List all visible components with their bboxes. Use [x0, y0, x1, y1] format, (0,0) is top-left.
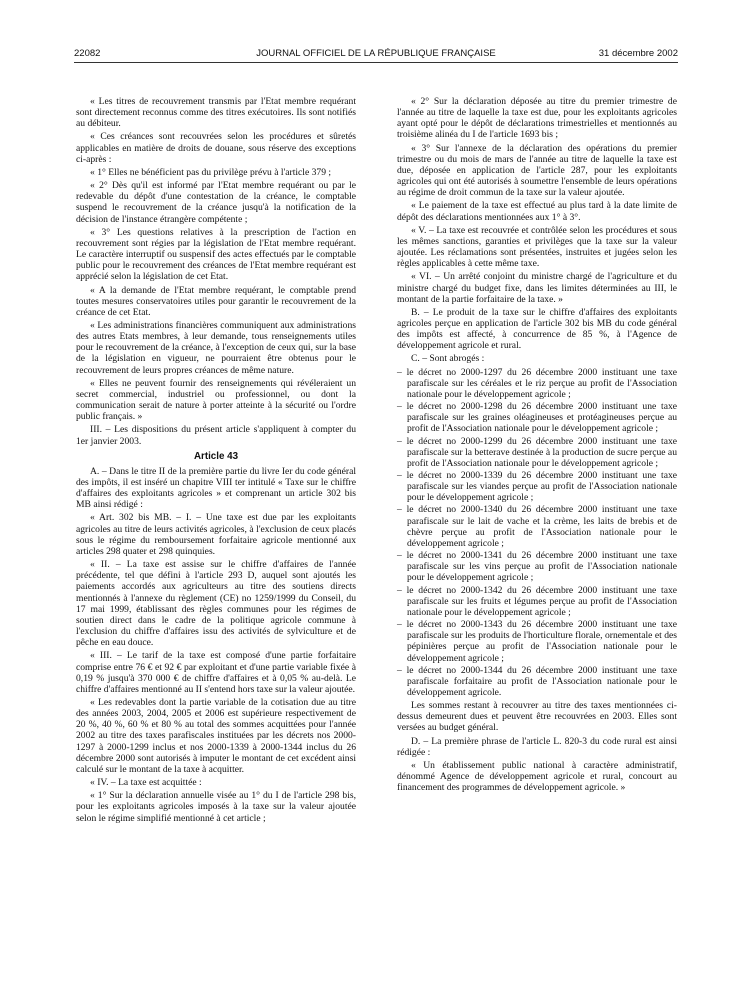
paragraph: « 3° Sur l'annexe de la déclaration des opérations du premier trimestre ou du mois de mars de l'année au titre de laquelle la taxe est due, déposée en application de l'article 287, pour les exploitants agricoles qui ont été autorisés à soumettre l'ensemble de leurs opérations au régime de droit commun de la taxe sur la valeur ajoutée.: [397, 142, 677, 199]
paragraph: « Un établissement public national à caractère administratif, dénommé Agence de développement agricole et rural, concourt au financement des programmes de développement agricole. »: [397, 759, 677, 794]
paragraph: A. – Dans le titre II de la première partie du livre Ier du code général des impôts, il est inséré un chapitre VIII ter intitulé « Taxe sur le chiffre d'affaires des exploitants agricoles » et comprenant un article 302 bis MB ainsi rédigé :: [76, 465, 356, 511]
paragraph: « II. – La taxe est assise sur le chiffre d'affaires de l'année précédente, tel que défini à l'article 293 D, auquel sont ajoutés les paiements accordés aux agriculteurs au titre des soutiens directs mentionnés à l'annexe du règlement (CE) no 1259/1999 du Conseil, du 17 mai 1999, établissant des règles communes pour les régimes de soutien direct dans le cadre de la politique agricole commune à l'exclusion du chiffre d'affaires issu des activités de sylviculture et de pêche en eau douce.: [76, 559, 356, 649]
paragraph: « Les titres de recouvrement transmis par l'Etat membre requérant sont directement reconnus comme des titres exécutoires. Ils sont notifiés au débiteur.: [76, 96, 356, 130]
abrogated-decrees-list: [397, 367, 677, 699]
list-item: – le décret no 2000-1298 du 26 décembre 2000 instituant une taxe parafiscale sur les graines oléagineuses et protéagineuses perçue au profit de l'Association nationale pour le développement agricole ;: [397, 401, 677, 434]
paragraph: B. – Le produit de la taxe sur le chiffre d'affaires des exploitants agricoles perçue en application de l'article 302 bis MB du code général des impôts est affecté, à concurrence de 85 %, à l'Agence de développement agricole et rural.: [397, 306, 677, 352]
paragraph: « V. – La taxe est recouvrée et contrôlée selon les procédures et sous les mêmes sanctions, garanties et privilèges que la taxe sur la valeur ajoutée. Les réclamations sont présentées, instruites et jugées selon les règles applicables à cette même taxe.: [397, 224, 677, 270]
page-header: [74, 48, 678, 62]
paragraph: « Les redevables dont la partie variable de la cotisation due au titre des années 2003, 2004, 2005 et 2006 est supérieure respectivement de 20 %, 40 %, 60 % et 80 % au total des sommes acquittées pour l'année 2002 au titre des taxes parafiscales instituées par les décrets nos 2000-1297 à 2000-1299 inclus et nos 2000-1339 à 2000-1344 inclus du 26 décembre 2000 sont autorisés à imputer le montant de cet excédent ainsi calculé sur le montant de la taxe à acquitter.: [76, 696, 356, 775]
right-column: [397, 96, 677, 795]
paragraph: « Ces créances sont recouvrées selon les procédures et sûretés applicables en matière de droits de douane, sous réserve des exceptions ci-après :: [76, 131, 356, 165]
paragraph: III. – Les dispositions du présent article s'appliquent à compter du 1er janvier 2003.: [76, 424, 356, 447]
paragraph: « 2° Sur la déclaration déposée au titre du premier trimestre de l'année au titre de laquelle la taxe est due, pour les exploitants agricoles ayant opté pour le dépôt de déclarations trimestrielles et mentionnés au troisième alinéa du I de l'article 1693 bis ;: [397, 96, 677, 141]
header-rule: [74, 62, 678, 63]
paragraph: « 3° Les questions relatives à la prescription de l'action en recouvrement sont régies par la législation de l'Etat membre requérant. Le caractère interruptif ou suspensif des actes effectués par le comptable public pour le recouvrement des créances de l'Etat membre requérant est apprécié selon la législation de cet Etat.: [76, 226, 356, 283]
paragraph: « 1° Elles ne bénéficient pas du privilège prévu à l'article 379 ;: [90, 166, 332, 178]
article-heading: Article 43: [193, 450, 239, 462]
list-item: – le décret no 2000-1297 du 26 décembre 2000 instituant une taxe parafiscale sur les céréales et le riz perçue au profit de l'Association nationale pour le développement agricole ;: [397, 367, 677, 400]
paragraph: « IV. – La taxe est acquittée :: [90, 777, 202, 789]
issue-date: 31 décembre 2002: [598, 48, 678, 59]
journal-title: JOURNAL OFFICIEL DE LA RÉPUBLIQUE FRANÇAISE: [256, 48, 496, 59]
paragraph: « 1° Sur la déclaration annuelle visée au 1° du I de l'article 298 bis, pour les exploitants agricoles imposés à la taxe sur la valeur ajoutée selon le régime simplifié mentionné à cet article ;: [76, 790, 356, 824]
list-item: – le décret no 2000-1344 du 26 décembre 2000 instituant une taxe parafiscale forfaitaire au profit de l'Association nationale pour le développement agricole.: [397, 665, 677, 698]
list-item: – le décret no 2000-1343 du 26 décembre 2000 instituant une taxe parafiscale sur les produits de l'horticulture florale, ornementale et des pépinières perçue au profit de l'Association nationale pour le développement agricole ;: [397, 619, 677, 664]
list-item: – le décret no 2000-1340 du 26 décembre 2000 instituant une taxe parafiscale sur le lait de vache et la crème, les laits de brebis et de chèvre perçue au profit de l'Association nationale pour le développement agricole ;: [397, 504, 677, 549]
paragraph: Les sommes restant à recouvrer au titre des taxes mentionnées ci-dessus demeurent dues et peuvent être recouvrées en 2003. Elles sont versées au budget général.: [397, 700, 677, 734]
list-item: – le décret no 2000-1299 du 26 décembre 2000 instituant une taxe parafiscale sur la betterave destinée à la production de sucre perçue au profit de l'Association nationale pour le développement agricole ;: [397, 436, 677, 469]
paragraph: « III. – Le tarif de la taxe est composé d'une partie forfaitaire comprise entre 76 € et 92 € par exploitant et d'une partie variable fixée à 0,19 % jusqu'à 370 000 € de chiffre d'affaires et à 0,05 % au-delà. Le chiffre d'affaires mentionné au II s'entend hors taxe sur la valeur ajoutée.: [76, 650, 356, 695]
list-item: – le décret no 2000-1339 du 26 décembre 2000 instituant une taxe parafiscale sur les viandes perçue au profit de l'Association nationale pour le développement agricole ;: [397, 470, 677, 503]
paragraph: « 2° Dès qu'il est informé par l'Etat membre requérant ou par le redevable du dépôt d'une contestation de la créance, le comptable suspend le recouvrement de la créance jusqu'à la notification de la décision de l'instance étrangère compétente ;: [76, 180, 356, 225]
paragraph: C. – Sont abrogés :: [411, 353, 485, 365]
paragraph: « Les administrations financières communiquent aux administrations des autres Etats membres, à leur demande, tous renseignements utiles pour le recouvrement de la créance, à l'exception de ceux qui, sur la base de la législation en vigueur, ne pourraient être obtenus pour le recouvrement de leurs propres créances de même nature.: [76, 319, 356, 376]
paragraph: « Art. 302 bis MB. – I. – Une taxe est due par les exploitants agricoles au titre de leurs activités agricoles, à l'exclusion de ceux placés sous le régime du remboursement forfaitaire agricole mentionné aux articles 298 quater et 298 quinquies.: [76, 512, 356, 557]
paragraph: « A la demande de l'Etat membre requérant, le comptable prend toutes mesures conservatoires utiles pour garantir le recouvrement de la créance de cet Etat.: [76, 284, 356, 318]
paragraph: « VI. – Un arrêté conjoint du ministre chargé de l'agriculture et du ministre chargé du budget fixe, dans les limites déterminées au III, le montant de la partie forfaitaire de la taxe. »: [397, 271, 677, 305]
list-item: – le décret no 2000-1341 du 26 décembre 2000 instituant une taxe parafiscale sur les vins perçue au profit de l'Association nationale pour le développement agricole ;: [397, 550, 677, 583]
left-column: [76, 96, 356, 826]
paragraph: D. – La première phrase de l'article L. 820-3 du code rural est ainsi rédigée :: [397, 735, 677, 758]
list-item: – le décret no 2000-1342 du 26 décembre 2000 instituant une taxe parafiscale sur les fruits et légumes perçue au profit de l'Association nationale pour le développement agricole ;: [397, 585, 677, 618]
paragraph: « Elles ne peuvent fournir des renseignements qui révéleraient un secret commercial, industriel ou professionnel, ou dont la communication serait de nature à porter atteinte à la sécurité ou l'ordre public français. »: [76, 377, 356, 423]
paragraph: « Le paiement de la taxe est effectué au plus tard à la date limite de dépôt des déclarations mentionnées aux 1° à 3°.: [397, 200, 677, 223]
page-number: 22082: [74, 48, 101, 59]
